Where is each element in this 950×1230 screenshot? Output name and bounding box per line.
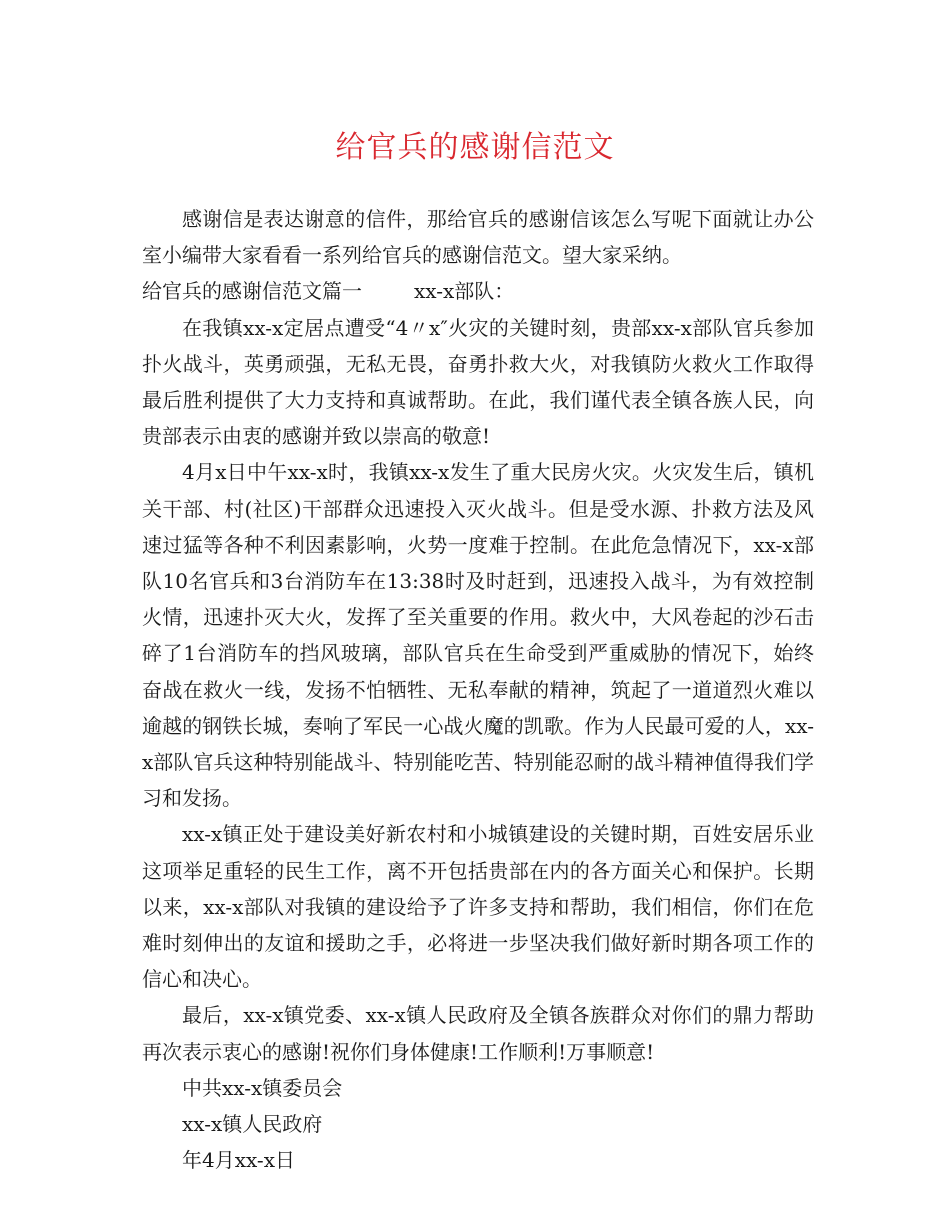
body-paragraph: 最后，xx-x镇党委、xx-x镇人民政府及全镇各族群众对你们的鼎力帮助再次表示衷心的感谢!祝你们身体健康!工作顺利!万事顺意! [142, 1003, 814, 1064]
signature-date: 年4月xx-x日 [182, 1148, 295, 1173]
document-title: 给官兵的感谢信范文 [335, 130, 615, 165]
body-paragraph: 4月x日中午xx-x时，我镇xx-x发生了重大民房火灾。火灾发生后，镇机关干部、村(社区)干部群众迅速投入灭火战斗。但是受水源、扑救方法及风速过猛等各种不利因素影响，火势一度难于控制。在此危急情况下，xx-x部队10名官兵和3台消防车在13:38时及时赶到，迅速投入战斗，为有效控制火情，迅速扑灭大火，发挥了至关重要的作用。救火中，大风卷起的沙石击碎了1台消防车的挡风玻璃，部队官兵在生命受到严重威胁的情况下，始终奋战在救火一线，发扬不怕牺牲、无私奉献的精神，筑起了一道道烈火难以逾越的钢铁长城，奏响了军民一心战火魔的凯歌。作为人民最可爱的人，xx-x部队官兵这种特别能战斗、特别能吃苦、特别能忍耐的战斗精神值得我们学习和发扬。 [142, 460, 814, 811]
section-heading: 给官兵的感谢信范文篇一 [142, 279, 362, 304]
body-paragraph: xx-x镇正处于建设美好新农村和小城镇建设的关键时期，百姓安居乐业这项举足重轻的民生工作，离不开包括贵部在内的各方面关心和保护。长期以来，xx-x部队对我镇的建设给予了许多支持和帮助，我们相信，你们在危难时刻伸出的友谊和援助之手，必将进一步坚决我们做好新时期各项工作的信心和决心。 [142, 822, 814, 992]
body-paragraph: 在我镇xx-x定居点遭受“4〃x″火灾的关键时刻，贵部xx-x部队官兵参加扑火战斗，英勇顽强，无私无畏，奋勇扑救大火，对我镇防火救火工作取得最后胜利提供了大力支持和真诚帮助。在此，我们谨代表全镇各族人民，向贵部表示由衷的感谢并致以崇高的敬意! [142, 315, 814, 449]
signature-line: xx-x镇人民政府 [182, 1112, 323, 1137]
signature-line: 中共xx-x镇委员会 [182, 1075, 343, 1100]
document-body [142, 201, 814, 1178]
section-heading-line [142, 273, 814, 309]
salutation: xx-x部队： [414, 279, 515, 304]
intro-paragraph: 感谢信是表达谢意的信件，那给官兵的感谢信该怎么写呢下面就让办公室小编带大家看看一系列给官兵的感谢信范文。望大家采纳。 [142, 207, 814, 268]
